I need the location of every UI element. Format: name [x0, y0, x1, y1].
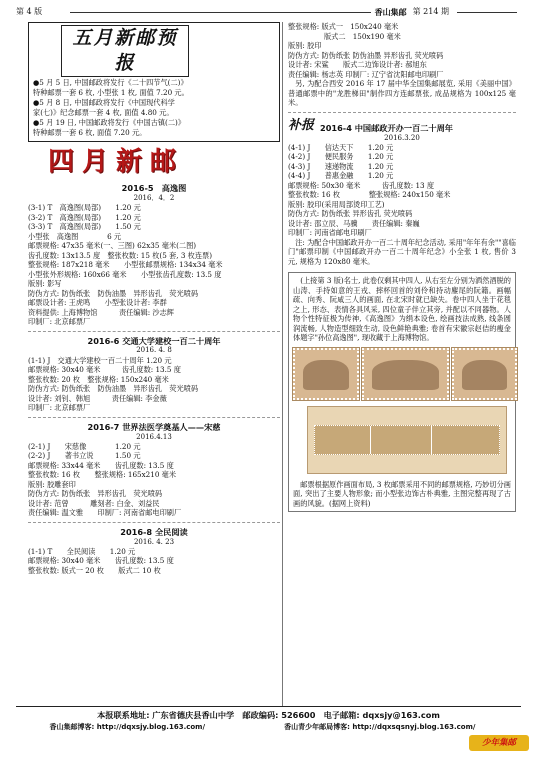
left-column [28, 22, 280, 575]
issue-line: 整张枚数: 版式一 20 枚 版式二 10 枚 [28, 565, 161, 575]
issue-line: 小型张外形规格: 160x66 毫米 小型张齿孔度数: 13.5 度 [28, 269, 222, 279]
footer-rule [16, 706, 521, 707]
stamp-image [452, 348, 518, 400]
issue-note: 另, 为配合西安 2016 年 17 届中华全国集邮展览, 采用《美丽中国》普通邮票中的"龙胜梯田"制作四方连邮票张, 成品规格为 100x125 毫米。 [288, 79, 516, 107]
section-rule [28, 522, 280, 523]
issue-date: 2016. 4. 23 [133, 537, 175, 546]
issue-date: 2016.4.13 [136, 432, 172, 441]
issue-line: (2-2) J 著书立说 1.50 元 [28, 451, 141, 461]
may-line: ●5 月 19 日, 中国邮政将发行《中国古镇(二)》 [33, 117, 186, 127]
issue-line: 版别: 胶印 [288, 41, 322, 50]
issue-line: 防伪方式: 防伪纸张 异形齿孔 荧光喷码 [288, 209, 413, 219]
issue-date: 2016.3.20 [384, 133, 420, 142]
issue-line: 设计者: 宋鲨 版式二边饰设计者: 郝旭东 [288, 60, 427, 69]
header-rule-right [457, 12, 517, 13]
section-rule [28, 331, 280, 332]
section-rule [28, 417, 280, 418]
blog-links [0, 723, 537, 732]
issue-line: 邮票规格: 33x44 毫米 齿孔度数: 13.5 度 [28, 460, 174, 470]
issue-2016-8 [28, 527, 280, 576]
issue-line: 版别: 胶雕套印 [28, 479, 76, 489]
may-line: ●5 月 5 日, 中国邮政将发行《二十四节气(二)》 [33, 78, 188, 88]
contact-info: 本报联系地址: 广东省德庆县香山中学 邮政编码: 526600 电子邮箱: dqxsjy@163.com [97, 710, 440, 720]
may-line: 特种邮票一套 6 枚, 小型张 1 枚, 面值 7.20 元。 [33, 88, 189, 98]
issue-line: (4-2) J 便民服务 1.20 元 [288, 152, 394, 162]
article-paragraph: (上接第 3 版)名士, 此卷仅剩其中四人, 从右至左分别为洒然酒脱的山涛、手持如意的王戎、摔杯回首的刘伶和持动麈尾的阮籍。画幅疏、向秀、阮咸三人的画面, 在北宋时就已缺失。卷中四人坐于花毯之上, 形态、表情各具风采, 四位童子伴立其旁, 并配以不同器物。人物个性特征极为传神,《高逸图》为绢本设色, 绘画技法成熟, 线条圆润流畅, 人物造型细致生动, 设色鲜艳典雅; 卷首有宋徽宗赵佶的瘦金体题字"孙位高逸图", 现收藏于上海博物馆。 [293, 276, 511, 343]
issue-line: 版别: 影写 [28, 279, 62, 289]
stamp-set [293, 348, 517, 400]
issue-line: 整张枚数: 20 枚 整张规格: 150x240 毫米 [28, 374, 169, 384]
issue-line: 资料提供: 上海博物馆 责任编辑: 沙志辉 [28, 307, 174, 317]
may-preview-box [28, 22, 280, 142]
may-line: ●5 月 8 日, 中国邮政将发行《中国现代科学 [33, 98, 175, 108]
issue-line: (4-4) J 普惠金融 1.20 元 [288, 171, 394, 181]
issue-line: 邮票规格: 50x30 毫米 齿孔度数: 13 度 [288, 180, 435, 190]
issue-title: 2016-6 交通大学建校一百二十周年 [87, 335, 221, 346]
issue-line: (1-1) T 全民阅读 1.20 元 [28, 546, 136, 556]
youth-philately-logo: 少年集邮 [469, 735, 529, 751]
issue-line: 邮票规格: 30x40 毫米 齿孔度数: 13.5 度 [28, 365, 181, 375]
blog-2 [284, 723, 475, 732]
blog-1-url[interactable]: http://dqxsjy.blog.163.com/ [96, 722, 206, 731]
paper-name: 香山集邮 [374, 6, 407, 17]
issue-date: 2016．4．2 [133, 193, 175, 202]
right-column [288, 22, 516, 512]
issue-line: 防伪方式: 防伪纸张 防伪油墨 异形齿孔 荧光喷码 [288, 50, 444, 60]
issue-line: 整张枚数: 16 枚 整张规格: 240x150 毫米 [288, 190, 451, 200]
issue-line: 整张枚数: 16 枚 整张规格: 165x210 毫米 [28, 470, 177, 480]
blog-2-label: 香山青少年邮局博客: [284, 722, 350, 731]
souvenir-sheet-strip [314, 425, 500, 455]
gaoyi-article [288, 272, 516, 512]
issue-line: 防伪方式: 防伪纸张 异形齿孔 荧光喷码 [28, 489, 163, 499]
issue-line: 整张规格: 187x218 毫米 小型张邮票规格: 134x34 毫米 [28, 260, 223, 270]
section-rule [288, 112, 516, 113]
may-line: 家(七)》纪念邮票一套 4 枚, 面值 4.80 元。 [33, 107, 174, 117]
issue-2016-7 [28, 422, 280, 518]
issue-line: 设计者: 刘钊、韩旭 责任编辑: 李金薇 [28, 393, 167, 403]
issue-title: 2016-7 世界法医学奠基人——宋慈 [87, 421, 221, 432]
issue-line: 邮票设计者: 王虎鸣 小型张设计者: 李群 [28, 298, 167, 308]
stamp-image [362, 348, 449, 400]
column-divider [282, 22, 283, 707]
supplement-title: 2016-4 中国邮政开办一百二十周年 [320, 122, 453, 133]
supplement-note: 注: 为配合中国邮政开办一百二十周年纪念活动, 采用"年年有余""喜临门"邮票印制《中国邮政开办一百二十周年纪念》小全张 1 枚, 售价 3 元, 规格为 120x80 毫米。 [288, 237, 516, 266]
issue-line: 印制厂: 北京邮票厂 [28, 317, 91, 327]
issue-line: (4-3) J 速递物流 1.20 元 [288, 161, 394, 171]
issue-line: 印制厂: 河南省邮电印刷厂 [288, 228, 372, 238]
issue-line: (4-1) J 信达天下 1.20 元 [288, 142, 394, 152]
issue-2016-8-continued [288, 22, 516, 108]
issue-line: 小型张 高逸图 6 元 [28, 231, 122, 241]
issue-line: 防伪方式: 防伪纸张 防伪油墨 异形齿孔 荧光喷码 [28, 384, 199, 394]
issue-line: 防伪方式: 防伪纸张 防伪油墨 异形齿孔 荧光喷码 [28, 288, 199, 298]
issue-line: (2-1) J 宋慈像 1.20 元 [28, 441, 141, 451]
issue-line: 邮票规格: 30x40 毫米 齿孔度数: 13.5 度 [28, 556, 174, 566]
page-number: 第 4 版 [16, 6, 43, 16]
issue-title: 2016-8 全民阅读 [120, 526, 188, 537]
april-title: 四月新邮 [48, 146, 185, 177]
issue-title: 2016-5 高逸图 [121, 183, 187, 194]
souvenir-sheet-image [307, 406, 507, 474]
issue-line: 设计者: 邵立辰、马骥 责任编辑: 秦巍 [288, 218, 420, 228]
article-paragraph: 邮票根据原作画面布局, 3 枚邮票采用不同的邮票规格, 巧妙切分画面, 突出了主要人物形象; 而小型张边饰古朴典雅, 主图完整再现了古画的风貌。(据网上资料) [293, 479, 511, 508]
issue-line: 版别: 胶印(采用局部烫印工艺) [288, 199, 385, 209]
issue-line: 责任编辑: 杨志英 印制厂: 辽宁省沈阳邮电印刷厂 [288, 69, 444, 79]
issue-line: 责任编辑: 温文雅 印制厂: 河南省邮电印刷厂 [28, 508, 182, 518]
may-preview-title: 五月新邮预报 [61, 25, 189, 77]
issue-line: 设计者: 范曾 雕刻者: 白金、刘益民 [28, 498, 160, 508]
issue-line: (3-3) T 高逸图(局部) 1.50 元 [28, 222, 141, 232]
supplement-2016-4 [288, 117, 516, 267]
issue-line: 版式二 150x190 毫米 [288, 31, 401, 41]
issue-number: 第 214 期 [412, 6, 449, 16]
issue-date: 2016. 4. 8 [136, 346, 172, 355]
issue-line: (1-1) J 交通大学建校一百二十周年 1.20 元 [28, 355, 172, 365]
supplement-header [288, 117, 516, 134]
blog-1-label: 香山集邮博客: [49, 722, 95, 731]
may-line: 特种邮票一套 6 枚, 面值 7.20 元。 [33, 127, 147, 137]
issue-2016-5 [28, 183, 280, 327]
issue-2016-6 [28, 336, 280, 413]
issue-line: 齿孔度数: 13x13.5 度 整张枚数: 15 枚(5 套, 3 枚连票) [28, 250, 213, 260]
issue-line: 邮票规格: 47x35 毫米(一、三图) 62x35 毫米(二图) [28, 241, 197, 251]
issue-line: (3-1) T 高逸图(局部) 1.20 元 [28, 203, 141, 213]
issue-line: (3-2) T 高逸图(局部) 1.20 元 [28, 212, 141, 222]
issue-line: 整张规格: 版式一 150x240 毫米 [288, 22, 399, 31]
blog-2-url[interactable]: http://dqxsqsnyj.blog.163.com/ [352, 722, 476, 731]
issue-line: 印制厂: 北京邮票厂 [28, 403, 91, 413]
blog-1 [50, 723, 206, 732]
stamp-image [293, 348, 359, 400]
supplement-label: 补报 [288, 117, 315, 133]
page-header [16, 6, 521, 18]
page-footer [0, 706, 537, 732]
stamp-images [293, 348, 511, 476]
header-rule [70, 12, 371, 13]
